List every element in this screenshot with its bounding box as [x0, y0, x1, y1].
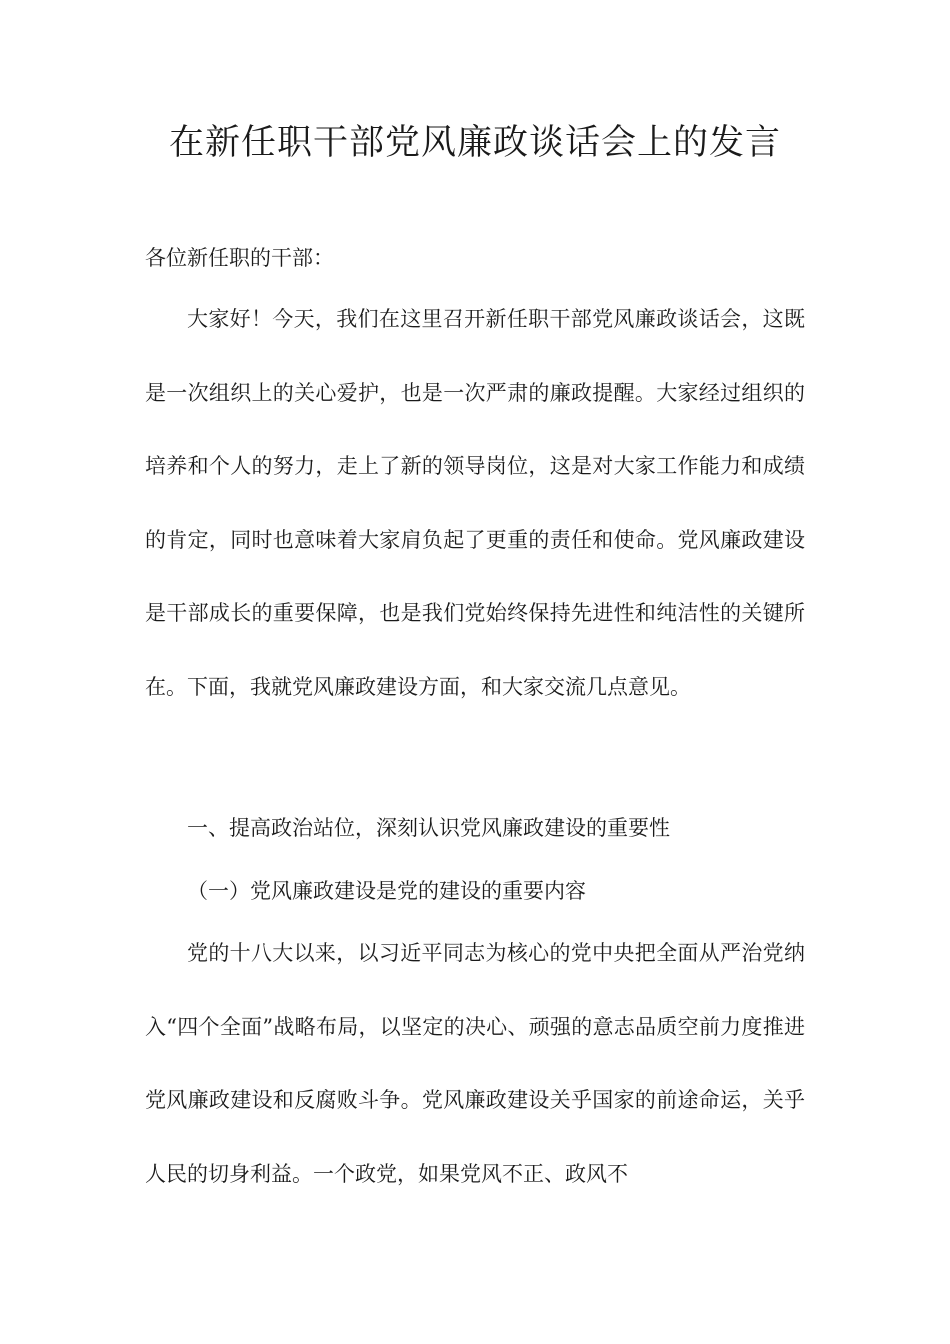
- document-title: 在新任职干部党风廉政谈话会上的发言: [168, 123, 781, 163]
- salutation: 各位新任职的干部：: [145, 246, 334, 270]
- paragraph-opening: 大家好！今天，我们在这里召开新任职干部党风廉政谈话会，这既是一次组织上的关心爱护，也是一次严肃的廉政提醒。大家经过组织的培养和个人的努力，走上了新的领导岗位，这是对大家工作能力和成绩的肯定，同时也意味着大家肩负起了更重的责任和使命。党风廉政建设是干部成长的重要保障，也是我们党始终保持先进性和纯洁性的关键所在。下面，我就党风廉政建设方面，和大家交流几点意见。: [145, 307, 805, 699]
- subsection-heading-1-1: （一）党风廉政建设是党的建设的重要内容: [187, 879, 586, 903]
- section-heading-1: 一、提高政治站位，深刻认识党风廉政建设的重要性: [187, 816, 670, 840]
- paragraph-section-1-1: 党的十八大以来，以习近平同志为核心的党中央把全面从严治党纳入“四个全面”战略布局，以坚定的决心、顽强的意志品质空前力度推进党风廉政建设和反腐败斗争。党风廉政建设关乎国家的前途命运，关乎人民的切身利益。一个政党，如果党风不正、政风不: [145, 941, 805, 1186]
